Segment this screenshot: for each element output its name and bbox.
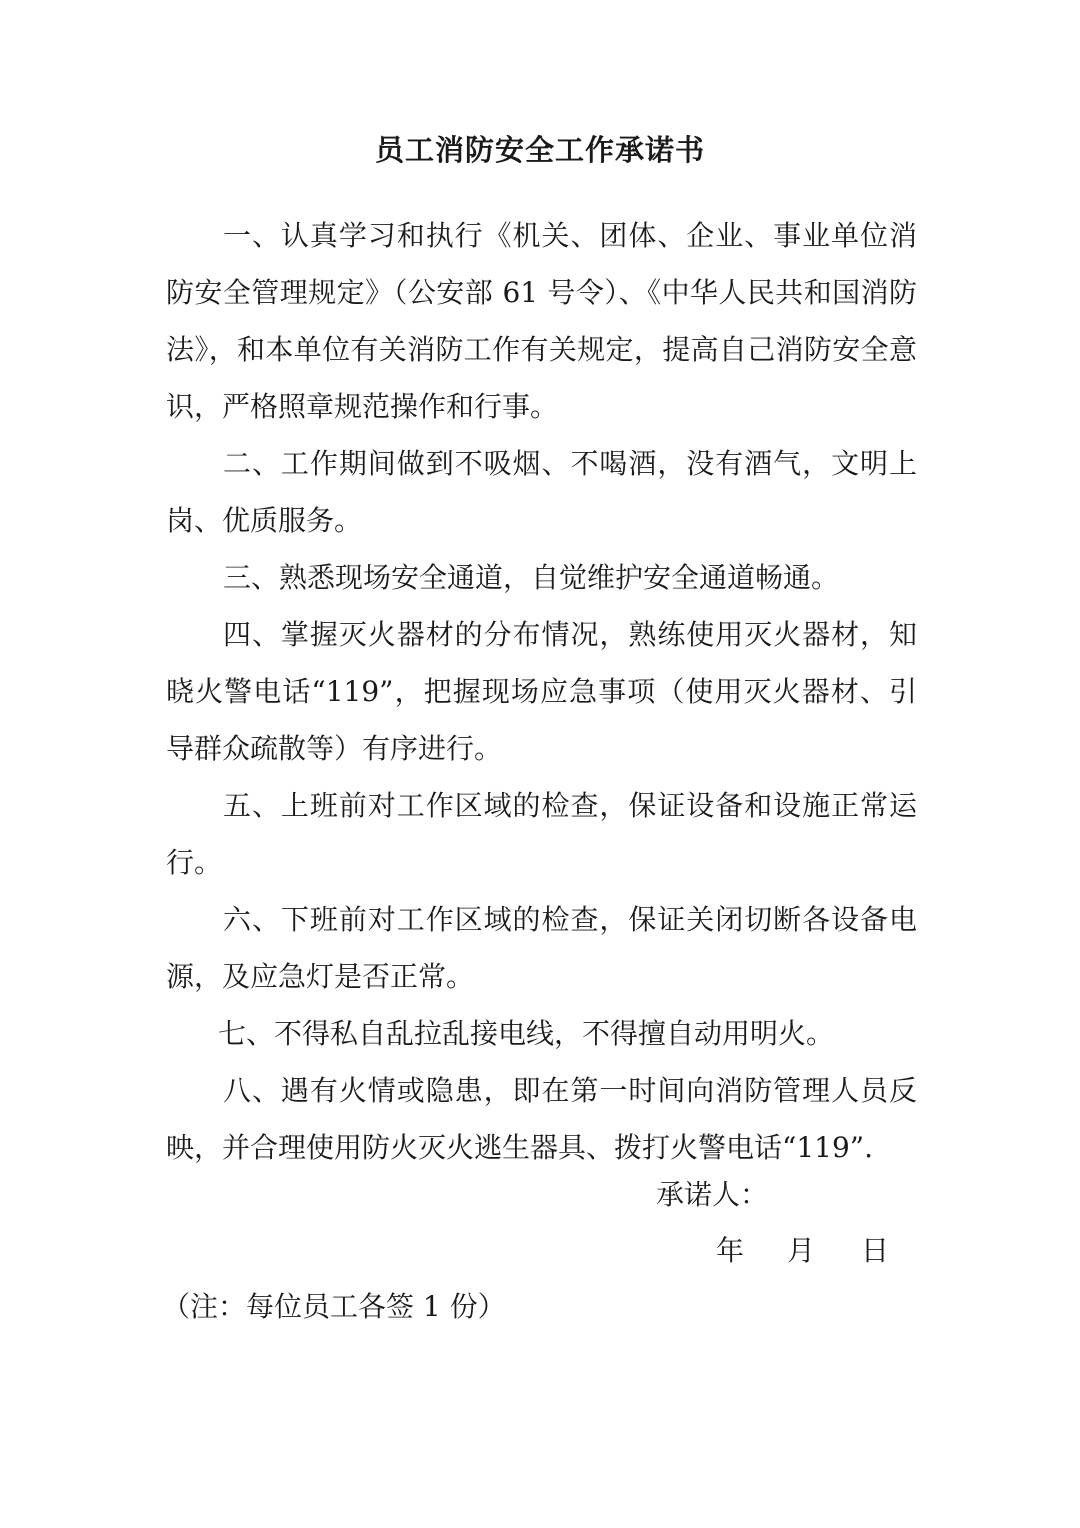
clause-1: 一、认真学习和执行《机关、团体、企业、事业单位消防安全管理规定》（公安部 61 号令）、《中华人民共和国消防法》，和本单位有关消防工作有关规定，提高自己消防安全意识，严格照章规范操作和行事。 [166, 219, 917, 423]
footnote: （注：每位员工各签 1 份） [162, 1290, 506, 1323]
date-year-label: 年 [716, 1234, 745, 1267]
document-body [166, 207, 917, 1176]
clause-2: 二、工作期间做到不吸烟、不喝酒，没有酒气，文明上岗、优质服务。 [166, 447, 917, 537]
clause-5: 五、上班前对工作区域的检查，保证设备和设施正常运行。 [166, 789, 917, 879]
clause-6: 六、下班前对工作区域的检查，保证关闭切断各设备电源，及应急灯是否正常。 [166, 903, 917, 993]
clause-3: 三、熟悉现场安全通道，自觉维护安全通道畅通。 [223, 561, 840, 594]
clause-4: 四、掌握灭火器材的分布情况，熟练使用灭火器材，知晓火警电话“119”，把握现场应急事项（使用灭火器材、引导群众疏散等）有序进行。 [166, 618, 917, 765]
document-title: 员工消防安全工作承诺书 [374, 133, 705, 167]
clause-8: 八、遇有火情或隐患，即在第一时间向消防管理人员反映，并合理使用防火灭火逃生器具、拨打火警电话“119”. [166, 1074, 917, 1164]
date-day-label: 日 [861, 1234, 890, 1267]
signature-label: 承诺人： [656, 1178, 769, 1211]
date-month-label: 月 [787, 1234, 816, 1267]
clause-7: 七、不得私自乱拉乱接电线，不得擅自动用明火。 [218, 1017, 835, 1050]
